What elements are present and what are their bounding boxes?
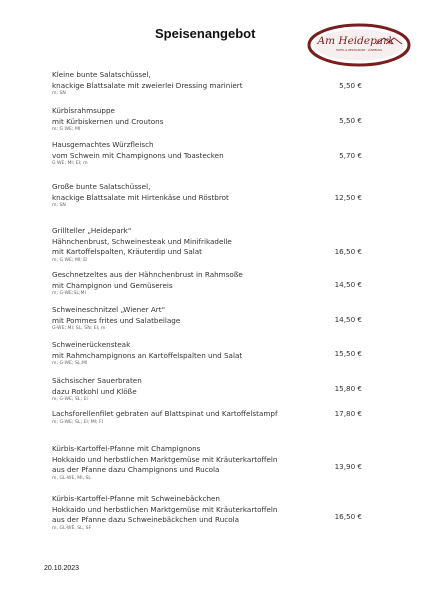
menu-item: [52, 409, 362, 426]
item-allergens: m, GL-WE, SL, SF: [52, 525, 92, 531]
item-allergens: G-WE; MI; SL; SN; EI; m: [52, 326, 106, 332]
item-line: dazu Rotkohl und Klöße: [52, 386, 137, 396]
menu-item: [52, 376, 362, 403]
item-price: 17,80 €: [334, 409, 362, 418]
item-line: aus der Pfanne dazu Champignons und Rucola: [52, 465, 220, 475]
page-title: Speisenangebot: [155, 26, 256, 41]
restaurant-logo: [306, 20, 412, 70]
item-line: Kürbis-Kartoffel-Pfanne mit Schweinebäckchen: [52, 494, 220, 503]
menu-item: [52, 182, 362, 209]
item-allergens: G WE; MI; EI; m: [52, 161, 88, 167]
menu-item: [52, 226, 362, 264]
document-date: 20.10.2023: [44, 565, 80, 572]
item-line: Geschnetzeltes aus der Hähnchenbrust in Rahmsoße: [52, 270, 243, 279]
menu-item: [52, 70, 362, 97]
item-line: Grillteller „Heidepark“: [52, 226, 132, 235]
item-allergens: m; G-WE; SL;MI: [52, 361, 88, 367]
item-price: 5,70 €: [339, 151, 362, 160]
item-line: aus der Pfanne dazu Schweinebäckchen und Rucola: [52, 515, 240, 525]
item-allergens: m; G-WE; SL; EI; MI; FI: [52, 419, 104, 425]
item-line: Kürbisrahmsuppe: [52, 106, 115, 115]
menu-item: [52, 270, 362, 297]
menu-item: [52, 340, 362, 367]
item-price: 14,50 €: [334, 315, 362, 324]
item-line: mit Kartoffelspalten, Kräuterdip und Salat: [52, 247, 202, 257]
item-line: mit Kürbiskernen und Croutons: [52, 116, 164, 126]
item-price: 16,50 €: [334, 247, 362, 256]
item-price: 16,50 €: [334, 512, 362, 521]
item-allergens: m; G WE; MI; EI: [52, 257, 88, 263]
item-price: 15,50 €: [334, 349, 362, 358]
item-price: 12,50 €: [334, 193, 362, 202]
item-line: Kleine bunte Salatschüssel,: [52, 70, 151, 79]
logo-text: Am Heidepark: [317, 35, 395, 47]
item-line: Schweineschnitzel „Wiener Art“: [52, 305, 166, 314]
item-line: Hausgemachtes Würzfleisch: [52, 140, 154, 149]
item-line: mit Rahmchampignons an Kartoffelspalten und Salat: [52, 350, 243, 360]
item-line: Hähnchenbrust, Schweinesteak und Minifrikadelle: [52, 236, 232, 246]
item-allergens: m; G-WE;SL;MI: [52, 291, 86, 297]
item-line: vom Schwein mit Champignons und Toastecken: [52, 150, 224, 160]
item-line: Große bunte Salatschüssel,: [52, 182, 151, 191]
item-line: Lachsforellenfilet gebraten auf Blattspinat und Kartoffelstampf: [52, 409, 278, 418]
menu-item: [52, 444, 362, 482]
item-price: 5,50 €: [339, 81, 362, 90]
menu-item: [52, 305, 362, 332]
item-line: mit Pommes frites und Salatbeilage: [52, 315, 181, 325]
item-line: Sächsischer Sauerbraten: [52, 376, 142, 385]
item-allergens: m; G-WE; SL; EI: [52, 397, 88, 403]
item-line: Hokkaido und herbstlichen Marktgemüse mit Kräuterkartoffeln: [52, 504, 278, 514]
logo-graphic: [306, 20, 412, 70]
menu-item: [52, 140, 362, 167]
item-allergens: m; G WE; MI: [52, 127, 81, 133]
item-line: knackige Blattsalate mit Hirtenkäse und Röstbrot: [52, 192, 229, 202]
item-price: 13,90 €: [334, 462, 362, 471]
item-price: 5,50 €: [339, 116, 362, 125]
item-line: mit Champignon und Gemüsereis: [52, 280, 173, 290]
menu-item: [52, 494, 362, 532]
item-allergens: m, GL-WE, MI, SL: [52, 475, 91, 481]
logo-subtitle: HOTEL & RESTAURANT · LÜNEBURG: [335, 49, 383, 52]
item-allergens: m; SN: [52, 91, 66, 97]
item-price: 15,80 €: [334, 384, 362, 393]
item-line: knackige Blattsalate mit zweierlei Dressing mariniert: [52, 80, 243, 90]
item-line: Schweinerückensteak: [52, 340, 131, 349]
item-price: 14,50 €: [334, 280, 362, 289]
item-allergens: m; SN: [52, 203, 66, 209]
menu-item: [52, 106, 362, 133]
item-line: Kürbis-Kartoffel-Pfanne mit Champignons: [52, 444, 201, 453]
item-line: Hokkaido und herbstlichen Marktgemüse mit Kräuterkartoffeln: [52, 454, 278, 464]
